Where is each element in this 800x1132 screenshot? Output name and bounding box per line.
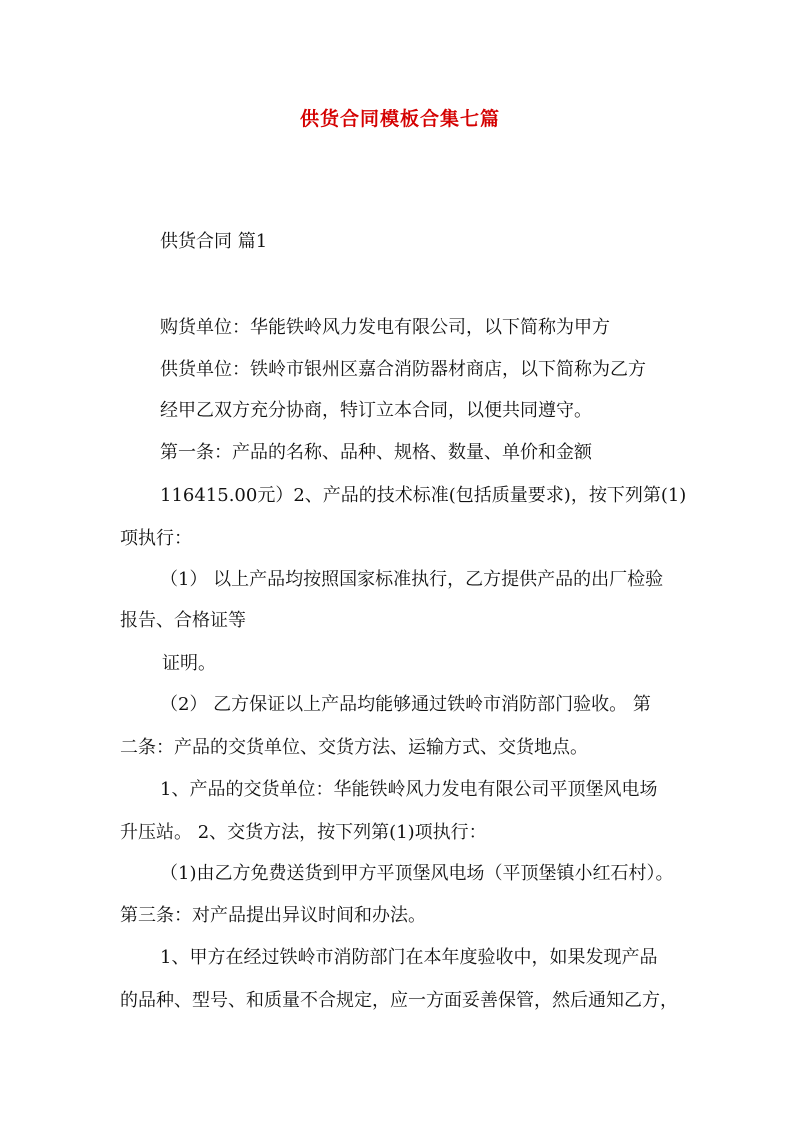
paragraph-line: 报告、合格证等 xyxy=(120,610,246,631)
document-title: 供货合同模板合集七篇 xyxy=(299,108,500,130)
paragraph-line: （1） 以上产品均按照国家标准执行，乙方提供产品的出厂检验 xyxy=(160,569,664,590)
paragraph-line: 第一条：产品的名称、品种、规格、数量、单价和金额 xyxy=(160,442,592,463)
paragraph-line: 经甲乙双方充分协商，特订立本合同，以便共同遵守。 xyxy=(160,400,592,421)
paragraph-line: （2） 乙方保证以上产品均能够通过铁岭市消防部门验收。 第 xyxy=(160,694,651,715)
paragraph-line: 第三条：对产品提出异议时间和办法。 xyxy=(120,905,426,926)
paragraph-line: 升压站。 2、交货方法，按下列第(1)项执行： xyxy=(120,822,487,843)
paragraph-line: 项执行： xyxy=(120,528,192,549)
section-heading: 供货合同 篇1 xyxy=(160,231,268,252)
paragraph-line: 证明。 xyxy=(162,653,216,674)
paragraph-line: 供货单位：铁岭市银州区嘉合消防器材商店，以下简称为乙方 xyxy=(160,359,646,380)
paragraph-line: 116415.00元）2、产品的技术标准(包括质量要求)，按下列第(1) xyxy=(160,485,687,506)
paragraph-line: 二条：产品的交货单位、交货方法、运输方式、交货地点。 xyxy=(120,737,588,758)
paragraph-line: 1、产品的交货单位：华能铁岭风力发电有限公司平顶堡风电场 xyxy=(160,779,658,800)
paragraph-line: 的品种、型号、和质量不合规定，应一方面妥善保管，然后通知乙方， xyxy=(120,990,678,1011)
paragraph-line: （1)由乙方免费送货到甲方平顶堡风电场（平顶堡镇小红石村）。 xyxy=(160,863,674,884)
paragraph-line: 购货单位：华能铁岭风力发电有限公司，以下简称为甲方 xyxy=(160,317,610,338)
paragraph-line: 1、甲方在经过铁岭市消防部门在本年度验收中，如果发现产品 xyxy=(160,947,658,968)
